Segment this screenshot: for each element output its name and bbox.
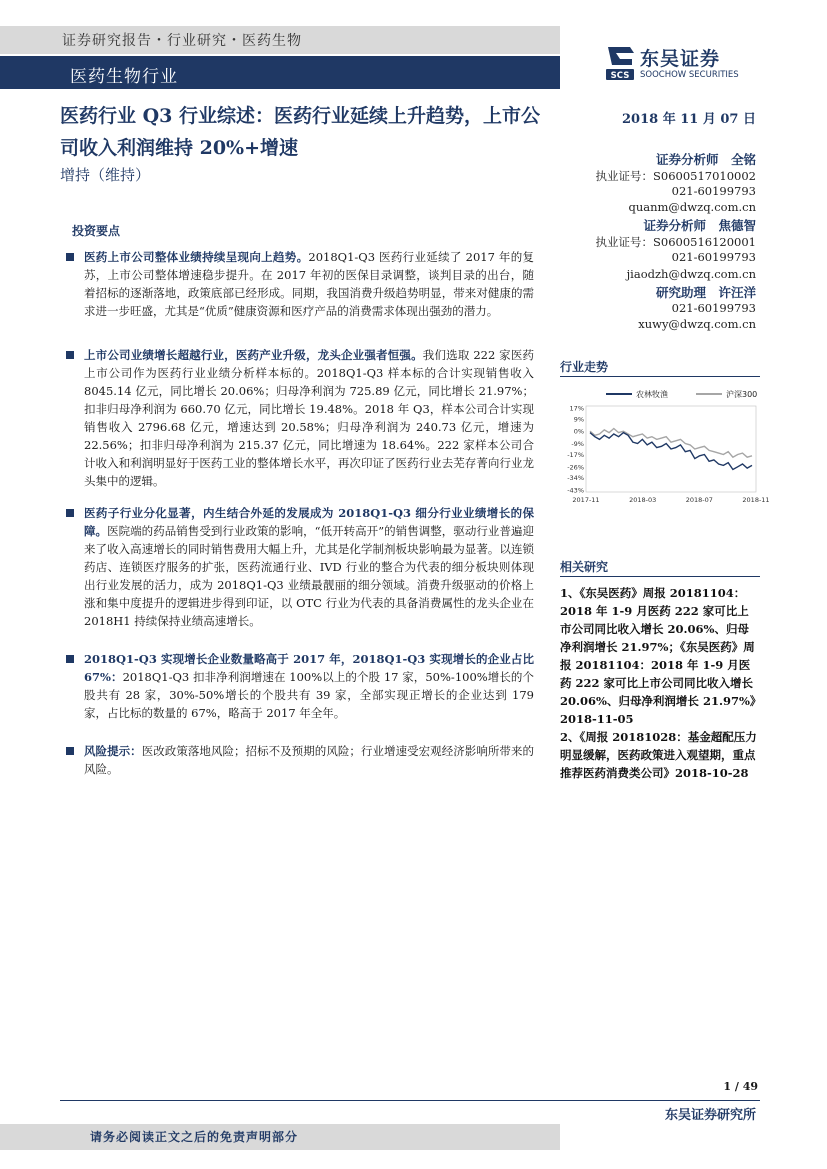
bullet-4 <box>66 650 534 722</box>
bullet-square-icon <box>66 253 74 261</box>
series-line-csi300 <box>590 429 752 458</box>
sector-title: 医药生物行业 <box>70 67 178 87</box>
report-title: 医药行业 Q3 行业综述：医药行业延续上升趋势，上市公司收入利润维持 20%+增速 <box>60 105 541 159</box>
bullet-square-icon <box>66 655 74 663</box>
analyst-1-phone: 021-60199793 <box>671 184 756 198</box>
bullet-lead: 上市公司业绩增长超越行业，医药产业升级，龙头企业强者恒强。 <box>84 348 423 362</box>
bullet-square-icon <box>66 747 74 755</box>
bullet-body: 医院端的药品销售受到行业政策的影响，“低开转高开”的销售调整，驱动行业普遍迎来了收入高速增长的同时销售费用大幅上升，尤其是化学制剂板块影响最为显著。以连锁药店、连锁医疗服务的扩张，医药流通行业、IVD 行业的整合为代表的细分板块则体现出行业发展的活力，成为 2018Q1-Q3 业绩最靓丽的细分领域。消费升级驱动的价格上涨和集中度提升的逻辑进步得到印证，以 OTC 行业为代表的具备消费属性的龙头企业在 2018H1 持续保持业绩高速增长。 <box>84 524 535 628</box>
analyst-2-phone: 021-60199793 <box>671 250 756 264</box>
bullet-5 <box>66 742 534 778</box>
related-title: 相关研究 <box>560 560 609 574</box>
disclaimer-text[interactable]: 请务必阅读正文之后的免责声明部分 <box>90 1130 299 1144</box>
bullet-body: 2018Q1-Q3 扣非净利润增速在 100%以上的个股 17 家，50%-100%增长的个股共有 28 家，30%-50%增长的个股共有 39 家，全部实现正增长的企业达到 179 家，占比标的数量的 67%，略高于 2017 年全年。 <box>84 670 534 720</box>
bullet-body: 我们选取 222 家医药上市公司作为医药行业业绩分析样本标的。2018Q1-Q3 样本标的合计实现销售收入 8045.14 亿元，同比增长 20.06%；归母净利润为 725.89 亿元，同比增长 21.97%；扣非归母净利润为 660.70 亿元，同比增长 19.48%。2018 年 Q3，样本公司合计实现销售收入 2796.68 亿元，增速达到 20.58%；归母净利润为 240.73 亿元，增速为 22.56%；扣非归母净利润为 215.37 亿元，同比增速为 18.64%。222 家样本公司合计收入和利润明显好于医药工业的整体增长水平，再次印证了医药行业去芜存菁向行业龙头集中的逻辑。 <box>84 348 534 488</box>
y-tick-label: -9% <box>571 440 584 449</box>
related-item[interactable]: 1、《东吴医药》周报 20181104：2018 年 1-9 月医药 222 家可比上市公司同比收入增长 20.06%、归母净利润增长 21.97%；《东吴医药》周报 20181104：2018 年 1-9 月医药 222 家可比上市公司同比收入增长 20.06%、归母净利润增长 21.97%》2018-11-05 <box>560 586 756 726</box>
bullet-lead: 医药子行业分化显著，内生结合外延的发展成为 2018Q1-Q3 细分行业业绩增长的保障。 <box>84 506 534 538</box>
y-tick-label: 9% <box>573 415 584 424</box>
y-tick-label: 0% <box>573 427 584 436</box>
bullet-2 <box>66 346 534 490</box>
section-title: 投资要点 <box>72 224 121 238</box>
y-tick-label: 17% <box>569 404 584 413</box>
legend-label: 沪深300 <box>726 390 758 399</box>
y-tick-label: -17% <box>567 450 584 459</box>
bullet-square-icon <box>66 509 74 517</box>
y-tick-label: -43% <box>567 486 584 495</box>
bullet-body: 医改政策落地风险；招标不及预期的风险；行业增速受宏观经济影响所带来的风险。 <box>84 744 535 776</box>
assistant-role: 研究助理 许汪洋 <box>655 285 756 300</box>
related-divider <box>560 576 760 577</box>
analyst-2-email[interactable]: jiaodzh@dwzq.com.cn <box>626 267 756 281</box>
rating: 增持（维持） <box>60 166 151 184</box>
report-date: 2018 年 11 月 07 日 <box>622 112 756 127</box>
series-line-industry <box>590 433 752 470</box>
x-tick-label: 2018-11 <box>742 496 770 504</box>
bullet-lead: 风险提示： <box>84 744 142 758</box>
assistant-email[interactable]: xuwy@dwzq.com.cn <box>638 317 756 331</box>
page-number: 1 / 49 <box>723 1080 758 1093</box>
legend-label: 农林牧渔 <box>636 390 668 399</box>
analyst-1-license: 执业证号：S0600517010002 <box>595 169 756 183</box>
trend-title: 行业走势 <box>560 360 609 374</box>
related-item[interactable]: 2、《周报 20181028：基金超配压力明显缓解，医药政策进入观望期，重点推荐医药消费类公司》2018-10-28 <box>560 730 757 780</box>
y-tick-label: -34% <box>567 474 584 483</box>
trend-divider <box>560 376 760 377</box>
footer-institute: 东吴证券研究所 <box>664 1108 756 1123</box>
logo-mark-text: SCS <box>610 71 630 81</box>
bullet-lead: 2018Q1-Q3 实现增长企业数量略高于 2017 年，2018Q1-Q3 实现增长的企业占比 67%： <box>84 652 534 684</box>
bullet-square-icon <box>66 351 74 359</box>
bullet-3 <box>66 504 534 630</box>
logo-name-en: SOOCHOW SECURITIES <box>640 70 739 80</box>
logo-name-cn: 东吴证券 <box>640 48 721 70</box>
y-tick-label: -26% <box>567 463 584 472</box>
bullet-1 <box>66 248 534 320</box>
x-tick-label: 2018-07 <box>685 496 713 504</box>
industry-trend-chart <box>556 384 770 508</box>
bullet-body: 2018Q1-Q3 医药行业延续了 2017 年的复苏，上市公司整体增速稳步提升。在 2017 年初的医保目录调整，谈判目录的出台，随着招标的逐渐落地，政策底部已经形成。同期，我国消费升级趋势明显，带来对健康的需求进一步旺盛，尤其是“优质”健康资源和医疗产品的消费需求体现出强劲的潜力。 <box>84 250 535 318</box>
analyst-2-license: 执业证号：S0600516120001 <box>595 235 756 249</box>
analyst-1-role: 证券分析师 全铭 <box>655 152 756 167</box>
breadcrumb: 证券研究报告・行业研究・医药生物 <box>62 33 302 49</box>
footer-divider <box>60 1100 760 1101</box>
analyst-2-role: 证券分析师 焦德智 <box>643 218 756 233</box>
bullet-lead: 医药上市公司整体业绩持续呈现向上趋势。 <box>84 250 309 264</box>
x-tick-label: 2017-11 <box>572 496 600 504</box>
related-list <box>560 584 760 782</box>
x-tick-label: 2018-03 <box>629 496 657 504</box>
assistant-phone: 021-60199793 <box>671 301 756 315</box>
analyst-1-email[interactable]: quanm@dwzq.com.cn <box>628 200 756 214</box>
